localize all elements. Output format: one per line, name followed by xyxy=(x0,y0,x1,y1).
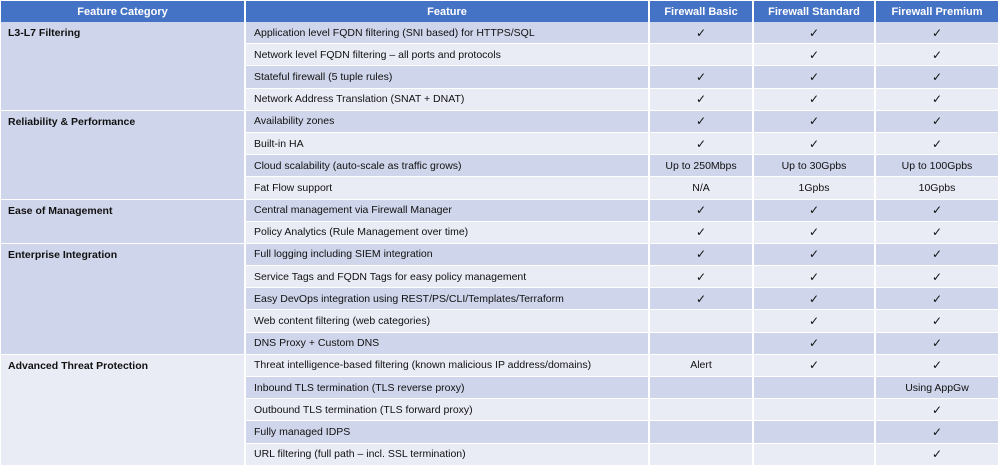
feature-cell: Built-in HA xyxy=(245,132,649,154)
checkmark-icon: ✓ xyxy=(875,288,998,310)
checkmark-icon: ✓ xyxy=(875,310,998,332)
table-row xyxy=(1,354,998,376)
feature-cell: Inbound TLS termination (TLS reverse proxy) xyxy=(245,377,649,399)
feature-cell: Threat intelligence-based filtering (known malicious IP address/domains) xyxy=(245,354,649,376)
feature-cell: URL filtering (full path – incl. SSL termination) xyxy=(245,443,649,465)
checkmark-icon: ✓ xyxy=(753,132,875,154)
checkmark-icon: ✓ xyxy=(649,22,753,44)
basic-value-cell xyxy=(649,310,753,332)
checkmark-icon: ✓ xyxy=(649,221,753,243)
checkmark-icon: ✓ xyxy=(875,22,998,44)
feature-cell: Central management via Firewall Manager xyxy=(245,199,649,221)
checkmark-icon: ✓ xyxy=(649,199,753,221)
checkmark-icon: ✓ xyxy=(753,199,875,221)
basic-value-cell xyxy=(649,421,753,443)
checkmark-icon: ✓ xyxy=(875,332,998,354)
feature-cell: Service Tags and FQDN Tags for easy policy management xyxy=(245,266,649,288)
checkmark-icon: ✓ xyxy=(875,132,998,154)
category-label: Ease of Management xyxy=(8,204,113,217)
header-feature-category: Feature Category xyxy=(1,1,245,22)
premium-value-cell: Up to 100Gpbs xyxy=(875,155,998,177)
checkmark-icon: ✓ xyxy=(753,66,875,88)
basic-value-cell: Up to 250Mbps xyxy=(649,155,753,177)
checkmark-icon: ✓ xyxy=(753,88,875,110)
standard-value-cell xyxy=(753,443,875,465)
checkmark-icon: ✓ xyxy=(875,266,998,288)
category-label: Reliability & Performance xyxy=(8,115,136,128)
checkmark-icon: ✓ xyxy=(753,266,875,288)
feature-cell: Fully managed IDPS xyxy=(245,421,649,443)
feature-comparison-table xyxy=(1,1,998,466)
feature-cell: Network level FQDN filtering – all ports and protocols xyxy=(245,44,649,66)
basic-value-cell: N/A xyxy=(649,177,753,199)
feature-cell: Cloud scalability (auto-scale as traffic grows) xyxy=(245,155,649,177)
category-cell xyxy=(1,243,245,354)
header-firewall-basic: Firewall Basic xyxy=(649,1,753,22)
checkmark-icon: ✓ xyxy=(875,199,998,221)
basic-value-cell xyxy=(649,443,753,465)
standard-value-cell: 1Gpbs xyxy=(753,177,875,199)
premium-value-cell: Using AppGw xyxy=(875,377,998,399)
checkmark-icon: ✓ xyxy=(753,354,875,376)
premium-value-cell: 10Gpbs xyxy=(875,177,998,199)
feature-cell: Network Address Translation (SNAT + DNAT) xyxy=(245,88,649,110)
checkmark-icon: ✓ xyxy=(875,243,998,265)
standard-value-cell xyxy=(753,377,875,399)
feature-cell: Availability zones xyxy=(245,110,649,132)
feature-cell: Outbound TLS termination (TLS forward proxy) xyxy=(245,399,649,421)
checkmark-icon: ✓ xyxy=(649,66,753,88)
basic-value-cell: Alert xyxy=(649,354,753,376)
checkmark-icon: ✓ xyxy=(649,110,753,132)
standard-value-cell xyxy=(753,421,875,443)
basic-value-cell xyxy=(649,44,753,66)
checkmark-icon: ✓ xyxy=(875,110,998,132)
basic-value-cell xyxy=(649,377,753,399)
category-cell xyxy=(1,110,245,199)
checkmark-icon: ✓ xyxy=(753,288,875,310)
feature-cell: Stateful firewall (5 tuple rules) xyxy=(245,66,649,88)
checkmark-icon: ✓ xyxy=(875,421,998,443)
checkmark-icon: ✓ xyxy=(649,88,753,110)
checkmark-icon: ✓ xyxy=(753,110,875,132)
checkmark-icon: ✓ xyxy=(649,132,753,154)
header-row xyxy=(1,1,998,22)
table-body xyxy=(1,22,998,465)
checkmark-icon: ✓ xyxy=(649,243,753,265)
header-firewall-standard: Firewall Standard xyxy=(753,1,875,22)
category-cell xyxy=(1,199,245,243)
checkmark-icon: ✓ xyxy=(875,88,998,110)
feature-cell: Policy Analytics (Rule Management over time) xyxy=(245,221,649,243)
category-cell xyxy=(1,354,245,465)
feature-cell: Application level FQDN filtering (SNI based) for HTTPS/SQL xyxy=(245,22,649,44)
feature-cell: Web content filtering (web categories) xyxy=(245,310,649,332)
checkmark-icon: ✓ xyxy=(875,443,998,465)
checkmark-icon: ✓ xyxy=(875,354,998,376)
category-label: Enterprise Integration xyxy=(8,248,118,261)
standard-value-cell: Up to 30Gpbs xyxy=(753,155,875,177)
feature-cell: Fat Flow support xyxy=(245,177,649,199)
checkmark-icon: ✓ xyxy=(753,221,875,243)
basic-value-cell xyxy=(649,332,753,354)
checkmark-icon: ✓ xyxy=(753,22,875,44)
table-row xyxy=(1,199,998,221)
basic-value-cell xyxy=(649,399,753,421)
standard-value-cell xyxy=(753,399,875,421)
checkmark-icon: ✓ xyxy=(649,266,753,288)
checkmark-icon: ✓ xyxy=(649,288,753,310)
checkmark-icon: ✓ xyxy=(753,332,875,354)
header-feature: Feature xyxy=(245,1,649,22)
table-row xyxy=(1,110,998,132)
checkmark-icon: ✓ xyxy=(753,243,875,265)
checkmark-icon: ✓ xyxy=(875,44,998,66)
table-row xyxy=(1,243,998,265)
checkmark-icon: ✓ xyxy=(875,66,998,88)
category-label: L3-L7 Filtering xyxy=(8,27,81,39)
feature-cell: DNS Proxy + Custom DNS xyxy=(245,332,649,354)
checkmark-icon: ✓ xyxy=(753,44,875,66)
checkmark-icon: ✓ xyxy=(753,310,875,332)
feature-cell: Easy DevOps integration using REST/PS/CLI/Templates/Terraform xyxy=(245,288,649,310)
feature-cell: Full logging including SIEM integration xyxy=(245,243,649,265)
category-label: Advanced Threat Protection xyxy=(8,359,149,372)
checkmark-icon: ✓ xyxy=(875,221,998,243)
category-cell xyxy=(1,22,245,110)
checkmark-icon: ✓ xyxy=(875,399,998,421)
header-firewall-premium: Firewall Premium xyxy=(875,1,998,22)
table-row xyxy=(1,22,998,44)
